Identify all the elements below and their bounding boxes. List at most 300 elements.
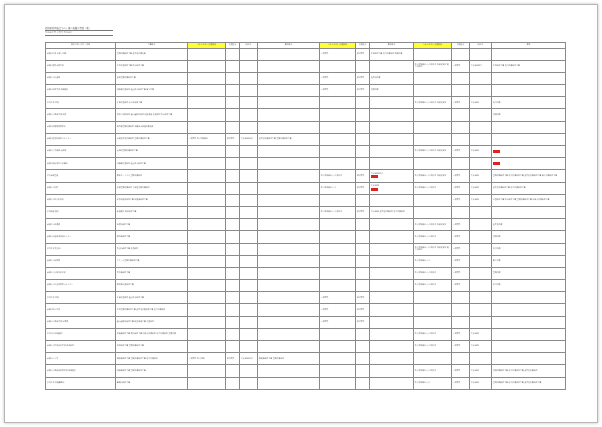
table-cell: 一般競争 xyxy=(452,328,470,340)
table-cell: 福岡県立特別支援学校 校舎改修 xyxy=(46,341,116,353)
table-cell xyxy=(370,267,414,279)
red-highlight-mark xyxy=(371,188,378,191)
column-header: 開札日 xyxy=(470,42,492,48)
table-cell xyxy=(226,365,240,377)
table-cell: 管理棟改修工事 便所改修工事 給排水設備改修 電気設備改修 空調設備 xyxy=(116,328,188,340)
table-cell xyxy=(188,280,226,292)
table-cell: 福岡県農林業総合試験場 xyxy=(46,158,116,170)
table-cell xyxy=(470,292,492,304)
table-cell xyxy=(320,377,356,389)
table-cell: 福岡県立武道館 xyxy=(46,219,116,231)
table-row xyxy=(46,146,566,158)
table-cell: 平成30年 xyxy=(470,365,492,377)
table-cell xyxy=(240,182,258,194)
table-cell xyxy=(226,72,240,84)
table-cell: 福岡県立病院 xyxy=(46,182,116,194)
table-cell xyxy=(470,48,492,60)
table-cell: 一般競争 xyxy=(452,219,470,231)
table-cell: 書庫空調設備改修工事 xyxy=(116,72,188,84)
table-cell xyxy=(240,60,258,72)
estimate-table xyxy=(45,42,566,390)
table-cell xyxy=(226,341,240,353)
table-cell xyxy=(240,255,258,267)
table-cell xyxy=(414,194,452,206)
table-cell xyxy=(240,219,258,231)
table-cell: 指名競争 xyxy=(226,353,240,365)
table-cell: 福岡県庁舎 本館・別館 xyxy=(46,48,116,60)
table-cell xyxy=(356,341,370,353)
table-cell: 空調設備 xyxy=(492,109,566,121)
table-cell: 空調設備改修工事 電気設備改修工事 受変電設備改修工事 衛生設備改修工事 xyxy=(492,170,566,182)
table-cell xyxy=(188,170,226,182)
column-header: 事業概要 xyxy=(258,42,320,48)
table-row xyxy=(46,255,566,267)
table-cell: 総合評価落札方式 簡易型 技術提案型 xyxy=(414,219,452,231)
table-cell: 福岡県立高等学校 校舎 xyxy=(46,109,116,121)
table-cell: 試験棟外壁改修 屋上防水改修工事 xyxy=(116,158,188,170)
table-cell xyxy=(240,365,258,377)
table-cell xyxy=(320,365,356,377)
table-cell: 県営福岡空港 xyxy=(46,170,116,182)
table-cell: 総合評価落札方式 簡易型 技術提案型 xyxy=(414,170,452,182)
table-cell: 福岡県立高等技術専門校 訓練施設 xyxy=(46,365,116,377)
table-cell xyxy=(240,146,258,158)
table-cell: 総合評価落札方式 簡易型 xyxy=(414,328,452,340)
table-row xyxy=(46,158,566,170)
table-cell xyxy=(188,316,226,328)
table-cell xyxy=(258,365,320,377)
table-cell xyxy=(414,133,452,145)
table-cell xyxy=(470,280,492,292)
table-cell: 県営住宅 管理事務所 xyxy=(46,377,116,389)
table-cell xyxy=(320,219,356,231)
table-cell xyxy=(452,109,470,121)
table-cell: 研修棟外壁改修工事 xyxy=(116,280,188,292)
table-cell xyxy=(258,97,320,109)
table-cell xyxy=(356,231,370,243)
table-cell xyxy=(492,316,566,328)
table-cell xyxy=(452,304,470,316)
table-cell: 指名競争 xyxy=(356,182,370,194)
table-cell xyxy=(240,328,258,340)
table-cell xyxy=(452,292,470,304)
table-cell: 総合評価落札方式 xyxy=(414,255,452,267)
table-row xyxy=(46,206,566,218)
table-cell xyxy=(258,194,320,206)
table-cell xyxy=(258,255,320,267)
table-cell xyxy=(226,85,240,97)
table-cell xyxy=(188,182,226,194)
table-cell: 総合評価落札方式 簡易型 xyxy=(414,280,452,292)
table-cell xyxy=(240,316,258,328)
table-cell: 平成30年 xyxy=(470,328,492,340)
table-cell xyxy=(356,219,370,231)
table-cell xyxy=(414,304,452,316)
table-cell xyxy=(492,292,566,304)
document-page xyxy=(4,4,598,423)
table-cell xyxy=(370,377,414,389)
table-cell xyxy=(226,206,240,218)
table-cell xyxy=(226,304,240,316)
table-cell: 漁港施設 護岸改修工事 xyxy=(116,206,188,218)
table-row xyxy=(46,133,566,145)
table-cell xyxy=(370,341,414,353)
table-cell: 福岡県立大学 xyxy=(46,353,116,365)
column-header: 入札公告日・見積期間 xyxy=(188,42,226,48)
table-row xyxy=(46,170,566,182)
table-cell xyxy=(470,267,492,279)
table-cell xyxy=(258,121,320,133)
table-cell xyxy=(370,328,414,340)
table-cell xyxy=(258,60,320,72)
table-cell: 総合評価落札方式 簡易型 xyxy=(320,170,356,182)
table-cell xyxy=(370,146,414,158)
table-cell xyxy=(240,341,258,353)
table-cell xyxy=(320,146,356,158)
table-cell xyxy=(370,316,414,328)
table-cell xyxy=(188,121,226,133)
table-cell: 県営住宅 団地 xyxy=(46,97,116,109)
table-cell xyxy=(258,328,320,340)
table-cell: 一般競争 xyxy=(452,377,470,389)
table-row xyxy=(46,267,566,279)
table-cell xyxy=(240,170,258,182)
table-body xyxy=(46,48,566,389)
table-row xyxy=(46,109,566,121)
table-cell: 一般競争 xyxy=(320,304,356,316)
table-cell xyxy=(320,341,356,353)
table-cell: 県営住宅 集会所 xyxy=(46,243,116,255)
table-cell xyxy=(226,255,240,267)
table-cell: 福岡県立美術館 収蔵庫 xyxy=(46,146,116,158)
table-cell xyxy=(452,158,470,170)
table-cell: 射撃場施設改修工事 管理棟改修工事 xyxy=(116,194,188,206)
table-row xyxy=(46,243,566,255)
table-cell: 講義棟改修工事 空調設備改修 xyxy=(258,353,320,365)
table-cell xyxy=(470,85,492,97)
table-cell: 空調設備 xyxy=(492,267,566,279)
table-cell xyxy=(370,255,414,267)
table-cell: 福岡県産業技術総合センター xyxy=(46,133,116,145)
table-cell xyxy=(320,328,356,340)
column-header: 見積区分 xyxy=(226,42,240,48)
table-cell: 福岡県警察本部庁舎 xyxy=(46,60,116,72)
table-cell xyxy=(226,48,240,60)
table-cell: 総合評価落札方式 簡易型 xyxy=(320,206,356,218)
table-cell xyxy=(492,72,566,84)
table-cell: 総合評価落札方式 簡易型 技術提案型 施工計画型 xyxy=(414,243,452,255)
table-cell: 一般競争 xyxy=(320,85,356,97)
cell-text: 平成30年11月 xyxy=(370,173,384,176)
table-cell xyxy=(240,194,258,206)
table-cell xyxy=(226,170,240,182)
table-cell xyxy=(258,219,320,231)
table-cell xyxy=(226,231,240,243)
table-row xyxy=(46,365,566,377)
table-cell: 研究棟改修工事 xyxy=(116,231,188,243)
table-cell xyxy=(492,85,566,97)
table-cell xyxy=(370,158,414,170)
table-cell xyxy=(414,121,452,133)
table-cell: 福岡県消防学校 訓練施設 xyxy=(46,85,116,97)
table-cell xyxy=(356,121,370,133)
table-cell xyxy=(226,328,240,340)
table-cell: 一般競争 xyxy=(452,60,470,72)
table-cell: 福岡県立総合射撃場 xyxy=(46,194,116,206)
table-cell xyxy=(370,280,414,292)
table-cell xyxy=(188,97,226,109)
table-cell xyxy=(356,97,370,109)
table-cell xyxy=(258,377,320,389)
table-cell xyxy=(188,255,226,267)
table-cell xyxy=(188,85,226,97)
table-cell xyxy=(240,304,258,316)
table-cell: 一般競争 xyxy=(452,170,470,182)
table-cell xyxy=(258,170,320,182)
table-cell: 総合評価落札方式 簡易型 技術提案型 施工計画型 xyxy=(414,60,452,72)
table-cell xyxy=(188,267,226,279)
table-cell xyxy=(258,292,320,304)
table-cell: 庁舎改修工事 電気設備改修 機械設備 xyxy=(370,48,414,60)
table-cell xyxy=(414,316,452,328)
table-row xyxy=(46,353,566,365)
table-row xyxy=(46,182,566,194)
table-cell xyxy=(188,304,226,316)
table-cell: 平成30年 xyxy=(470,182,492,194)
table-cell xyxy=(370,292,414,304)
table-cell: 平成30年12月 xyxy=(240,353,258,365)
table-cell: 一般競争 xyxy=(452,365,470,377)
table-cell xyxy=(452,316,470,328)
table-cell: 総合評価落札方式 xyxy=(414,377,452,389)
table-cell xyxy=(226,219,240,231)
table-cell xyxy=(240,109,258,121)
table-cell: 受変電設備改修工事 電気設備改修工事 xyxy=(492,182,566,194)
table-row xyxy=(46,121,566,133)
table-cell: 武道場改修工事 xyxy=(116,219,188,231)
table-cell xyxy=(370,121,414,133)
table-cell: 一般競争 xyxy=(320,72,356,84)
table-cell: 福岡県総合庁舎 xyxy=(46,304,116,316)
table-cell xyxy=(188,72,226,84)
table-cell xyxy=(320,280,356,292)
table-cell xyxy=(226,267,240,279)
table-cell xyxy=(226,243,240,255)
column-header: 施設名称・所在・用途 xyxy=(46,42,116,48)
table-cell xyxy=(226,377,240,389)
table-cell xyxy=(320,97,356,109)
table-cell: 一般競争 xyxy=(320,316,356,328)
table-cell xyxy=(226,194,240,206)
document-subtitle: 平成30年度 公表日 平成30年 xyxy=(45,31,73,34)
table-cell xyxy=(356,267,370,279)
table-cell xyxy=(356,377,370,389)
table-cell xyxy=(258,109,320,121)
table-cell xyxy=(414,72,452,84)
table-cell xyxy=(452,85,470,97)
table-cell xyxy=(320,133,356,145)
table-cell: 平成30年 xyxy=(470,97,492,109)
table-cell xyxy=(470,109,492,121)
table-cell xyxy=(414,109,452,121)
table-row xyxy=(46,194,566,206)
table-cell: 県営公園 管理施設 xyxy=(46,328,116,340)
table-cell xyxy=(370,219,414,231)
table-cell xyxy=(258,85,320,97)
table-cell xyxy=(470,72,492,84)
table-cell xyxy=(370,109,414,121)
table-cell: 衛生設備 xyxy=(492,255,566,267)
table-cell xyxy=(320,158,356,170)
table-cell xyxy=(470,158,492,170)
table-cell xyxy=(492,158,566,170)
table-cell xyxy=(370,60,414,72)
table-cell xyxy=(188,365,226,377)
table-cell: 平成30年 xyxy=(470,341,492,353)
table-cell xyxy=(452,121,470,133)
table-cell xyxy=(226,109,240,121)
table-row xyxy=(46,328,566,340)
table-cell xyxy=(370,353,414,365)
table-cell xyxy=(470,121,492,133)
table-cell xyxy=(258,206,320,218)
table-cell: 受変電設備 xyxy=(370,72,414,84)
table-cell xyxy=(188,206,226,218)
table-cell: 指名競争 xyxy=(356,72,370,84)
table-cell xyxy=(320,121,356,133)
table-cell xyxy=(240,377,258,389)
table-cell xyxy=(240,85,258,97)
table-cell xyxy=(492,304,566,316)
table-cell xyxy=(258,158,320,170)
table-cell xyxy=(258,341,320,353)
table-cell xyxy=(258,182,320,194)
table-cell: 一般競争 xyxy=(452,255,470,267)
table-cell xyxy=(188,243,226,255)
table-cell xyxy=(470,243,492,255)
table-cell: 福岡県水産海洋技術センター xyxy=(46,231,116,243)
table-cell: 一般競争 xyxy=(452,341,470,353)
table-cell: 受変電設備 xyxy=(492,219,566,231)
red-highlight-mark xyxy=(493,162,500,165)
table-cell xyxy=(240,72,258,84)
table-cell: 収蔵庫空調設備改修工事 xyxy=(116,146,188,158)
table-cell xyxy=(356,353,370,365)
table-cell xyxy=(188,231,226,243)
table-row xyxy=(46,292,566,304)
table-cell: 指名競争 xyxy=(356,304,370,316)
table-cell xyxy=(188,328,226,340)
table-cell: 指名競争 xyxy=(356,85,370,97)
table-cell: 総合評価落札方式 xyxy=(320,182,356,194)
table-cell: 一般競争 xyxy=(452,97,470,109)
table-cell xyxy=(492,206,566,218)
table-cell xyxy=(492,328,566,340)
table-cell xyxy=(188,341,226,353)
table-cell xyxy=(452,353,470,365)
table-cell xyxy=(258,243,320,255)
table-cell xyxy=(470,255,492,267)
spreadsheet xyxy=(45,27,565,390)
table-cell: アリーナ空調設備改修工事 xyxy=(116,255,188,267)
table-cell xyxy=(356,133,370,145)
table-cell: 指名競争 xyxy=(356,206,370,218)
table-cell xyxy=(258,280,320,292)
table-cell xyxy=(188,377,226,389)
table-cell: 平成30年 受変電設備改修 電気設備改修 xyxy=(370,206,414,218)
table-cell xyxy=(240,267,258,279)
table-cell: 平成30年 xyxy=(470,146,492,158)
table-cell xyxy=(414,158,452,170)
red-highlight-mark xyxy=(493,150,500,153)
table-cell xyxy=(258,267,320,279)
table-cell xyxy=(320,60,356,72)
table-cell: 総合評価落札方式 簡易型 xyxy=(414,231,452,243)
table-cell xyxy=(226,316,240,328)
table-cell: 総合評価落札方式 簡易型 xyxy=(414,267,452,279)
table-cell xyxy=(226,292,240,304)
table-cell xyxy=(320,231,356,243)
table-cell: 一般競争 総合評価落札 xyxy=(188,133,226,145)
table-cell xyxy=(240,292,258,304)
table-row xyxy=(46,60,566,72)
table-cell: 住棟外壁改修 屋上防水改修工事 xyxy=(116,292,188,304)
table-cell: 一般競争 xyxy=(320,292,356,304)
table-cell xyxy=(320,109,356,121)
table-cell: 福岡県立図書館 xyxy=(46,72,116,84)
table-cell: 外壁改修工事 防水改修工事 空調設備改修工事 給排水設備改修工事 xyxy=(492,194,566,206)
table-cell xyxy=(188,219,226,231)
table-cell xyxy=(470,353,492,365)
table-cell xyxy=(226,158,240,170)
table-cell xyxy=(188,292,226,304)
table-cell: 平成30年 xyxy=(470,170,492,182)
table-row xyxy=(46,48,566,60)
table-cell xyxy=(356,146,370,158)
table-cell: 福岡県立高等学校 体育館 xyxy=(46,316,116,328)
table-row xyxy=(46,280,566,292)
table-cell xyxy=(320,255,356,267)
table-cell xyxy=(414,353,452,365)
table-cell: 集会所改修工事 外壁改修 xyxy=(116,243,188,255)
table-cell xyxy=(226,121,240,133)
table-cell xyxy=(492,133,566,145)
table-cell xyxy=(370,170,414,182)
table-cell: 講義棟改修工事 空調設備改修工事 電気設備改修 xyxy=(116,353,188,365)
table-cell xyxy=(370,304,414,316)
table-cell: 研究棟空調設備改修 実験排水処理設備更新 xyxy=(116,121,188,133)
table-cell: 一般競争 xyxy=(452,182,470,194)
table-row xyxy=(46,72,566,84)
table-cell xyxy=(370,97,414,109)
table-cell xyxy=(226,60,240,72)
table-cell xyxy=(188,48,226,60)
table-cell xyxy=(370,182,414,194)
table-cell: 福岡県立少年自然の家 xyxy=(46,267,116,279)
table-cell: 電気設備 xyxy=(492,97,566,109)
table-cell xyxy=(492,353,566,365)
table-cell: 庁舎空調設備改修工事 受変電設備更新工事 電気設備改修 xyxy=(116,304,188,316)
table-cell xyxy=(226,97,240,109)
red-highlight-mark xyxy=(371,175,378,178)
table-cell xyxy=(356,365,370,377)
table-cell xyxy=(188,146,226,158)
table-cell: 一般競争 xyxy=(320,48,356,60)
table-cell: 屋内運動場改修工事 耐震補強工事 外壁改修 xyxy=(116,316,188,328)
table-cell: 県営住宅 団地 xyxy=(46,292,116,304)
table-cell: 福岡県立社会教育総合センター xyxy=(46,280,116,292)
document-title: 福岡県所管施設等の工事の見積り情報（案） xyxy=(45,27,91,30)
